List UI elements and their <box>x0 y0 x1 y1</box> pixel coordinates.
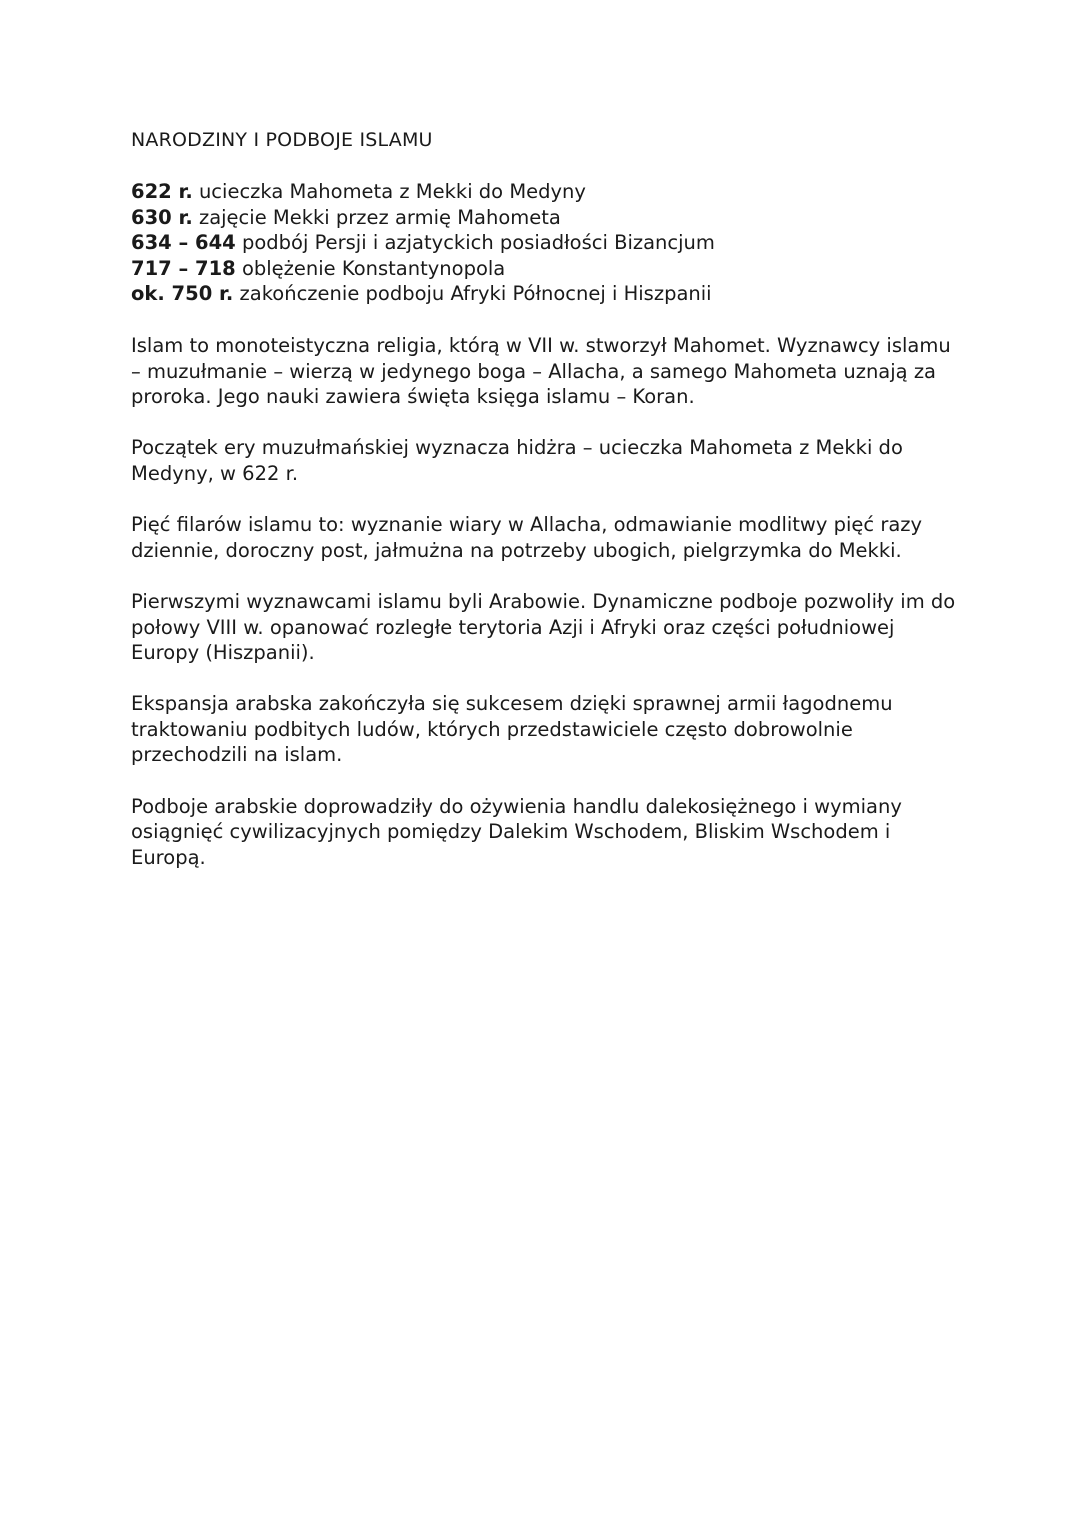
timeline-text: zajęcie Mekki przez armię Mahometa <box>198 205 561 229</box>
timeline-text: zakończenie podboju Afryki Północnej i Hiszpanii <box>239 282 712 306</box>
paragraph-islam-definition: Islam to monoteistyczna religia, którą w VII w. stworzył Mahomet. Wyznawcy islamu – muzułmanie – wierzą w jedynego boga – Allacha, a samego Mahometa uznają za proroka. Jego nauki zawiera święta księga islamu – Koran. <box>131 333 951 409</box>
paragraph-expansion: Ekspansja arabska zakończyła się sukcesem dzięki sprawnej armii łagodnemu traktowaniu podbitych ludów, których przedstawiciele często dobrowolnie przechodzili na islam. <box>131 692 893 767</box>
timeline-date: 634 – 644 <box>131 231 236 255</box>
timeline <box>131 179 961 307</box>
paragraph-conquest-effects: Podboje arabskie doprowadziły do ożywienia handlu dalekosiężnego i wymiany osiągnięć cywilizacyjnych pomiędzy Dalekim Wschodem, Bliskim Wschodem i Europą. <box>131 794 902 869</box>
paragraph-first-followers: Pierwszymi wyznawcami islamu byli Arabowie. Dynamiczne podboje pozwoliły im do połowy VIII w. opanować rozległe terytoria Azji i Afryki oraz części południowej Europy (Hiszpanii). <box>131 589 956 665</box>
timeline-date: 630 r. <box>131 205 193 229</box>
document-page <box>131 127 961 896</box>
timeline-item <box>131 179 961 205</box>
timeline-item <box>131 256 961 282</box>
timeline-date: ok. 750 r. <box>131 282 234 306</box>
timeline-item <box>131 281 961 307</box>
paragraph-five-pillars: Pięć filarów islamu to: wyznanie wiary w Allacha, odmawianie modlitwy pięć razy dziennie, doroczny post, jałmużna na potrzeby ubogich, pielgrzymka do Mekki. <box>131 513 923 562</box>
timeline-date: 717 – 718 <box>131 256 236 280</box>
timeline-text: podbój Persji i azjatyckich posiadłości Bizancjum <box>241 231 715 255</box>
timeline-text: ucieczka Mahometa z Mekki do Medyny <box>198 180 586 203</box>
paragraph-hijra: Początek ery muzułmańskiej wyznacza hidżra – ucieczka Mahometa z Mekki do Medyny, w 622 r. <box>131 436 903 485</box>
timeline-item <box>131 230 961 256</box>
timeline-item <box>131 205 961 231</box>
timeline-text: oblężenie Konstantynopola <box>241 256 506 280</box>
document-title: NARODZINY I PODBOJE ISLAMU <box>131 129 433 151</box>
timeline-date: 622 r. <box>131 180 193 203</box>
